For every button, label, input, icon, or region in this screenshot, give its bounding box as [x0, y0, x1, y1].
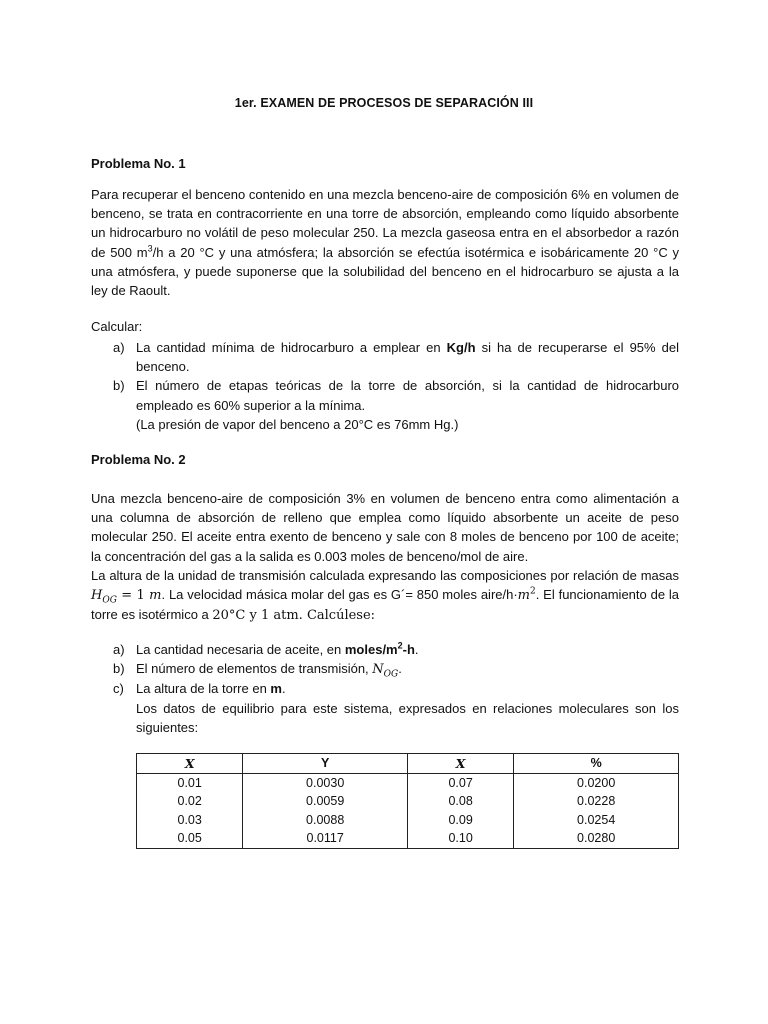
- area-unit: m: [517, 588, 530, 604]
- table-row: [137, 811, 679, 830]
- exam-title: 1er. EXAMEN DE PROCESOS DE SEPARACIÓN III: [234, 96, 534, 110]
- paragraph-2-part-b: . La velocidad másica molar del gas es G´= 850 moles aire/h·: [161, 587, 518, 603]
- problem-1-statement-part-a: Para recuperar el benceno contenido en una mezcla benceno-aire de composición 6% en volumen de benceno, se trata en contracorriente en una torre de absorción, empleando como líquido absorbente un hidrocarburo no volátil de peso molecular 250. La mezcla gaseosa entra en el absorbedor a razón de 500 m: [91, 187, 679, 260]
- question-2a-marker: a): [113, 642, 125, 657]
- cubic-superscript: 3: [147, 243, 153, 254]
- problem-2-questions: [91, 640, 679, 737]
- nog-subscript: OG: [383, 669, 399, 680]
- table-cell: 0.0030: [243, 773, 408, 792]
- table-cell: 0.02: [137, 792, 243, 811]
- nog-symbol: N: [372, 662, 384, 678]
- question-2c-unit: m: [270, 681, 282, 697]
- question-1a-unit: Kg/h: [446, 340, 476, 355]
- table-cell: 0.05: [137, 829, 243, 848]
- area-superscript: 2: [530, 586, 536, 597]
- table-cell: 0.01: [137, 773, 243, 792]
- question-2c-marker: c): [113, 681, 124, 697]
- question-2c: [91, 679, 679, 737]
- question-2a-unit: moles/m: [344, 642, 398, 657]
- question-1b-text: El número de etapas teóricas de la torre de absorción, si la cantidad de hidrocarburo empleado es 60% superior a la mínima.: [136, 378, 679, 413]
- question-1a-text-pre: La cantidad mínima de hidrocarburo a emplear en: [136, 340, 447, 355]
- table-cell: 0.07: [407, 773, 513, 792]
- hog-symbol: H: [91, 588, 103, 604]
- question-1b-note: (La presión de vapor del benceno a 20°C es 76mm Hg.): [136, 416, 459, 432]
- question-2b-text-pre: El número de elementos de transmisión,: [136, 661, 373, 677]
- table-row: [137, 773, 679, 792]
- table-header-x1: X: [137, 754, 243, 774]
- question-1a: [91, 338, 679, 376]
- paragraph-2-part-a: La altura de la unidad de transmisión calculada expresando las composiciones por relación de masas: [91, 567, 679, 583]
- question-2b: [91, 659, 679, 679]
- hog-subscript: OG: [102, 595, 117, 606]
- question-2a-text-pre: La cantidad necesaria de aceite, en: [136, 642, 345, 657]
- equilibrium-table: [136, 753, 679, 849]
- question-2c-note: Los datos de equilibrio para este sistema, expresados en relaciones moleculares son los siguientes:: [136, 700, 679, 735]
- question-2b-marker: b): [113, 661, 125, 677]
- table-header-row: [137, 754, 679, 774]
- question-2a-unit-end: -h: [402, 642, 415, 657]
- table-cell: 0.09: [407, 811, 513, 830]
- problem-2-statement: [91, 489, 679, 625]
- table-cell: 0.0280: [514, 829, 679, 848]
- question-2a: [91, 640, 679, 659]
- table-cell: 0.0200: [514, 773, 679, 792]
- table-cell: 0.0117: [243, 829, 408, 848]
- question-1a-marker: a): [113, 340, 125, 355]
- problem-2-paragraph-1: Una mezcla benceno-aire de composición 3% en volumen de benceno entra como alimentación a una columna de absorción de relleno que emplea como líquido absorbente un aceite de peso molecular 250. El aceite entra exento de benceno y sale con 8 moles de benceno por 100 de aceite; la concentración del gas a la salida es 0.003 moles de benceno/mol de aire.: [91, 491, 679, 564]
- question-2c-text-pre: La altura de la torre en: [136, 681, 271, 697]
- problem-1-questions: [91, 338, 679, 434]
- calc-label: Calcular:: [91, 319, 143, 334]
- question-2a-text-post: .: [414, 642, 419, 657]
- table-cell: 0.0228: [514, 792, 679, 811]
- question-2b-text-post: .: [398, 661, 402, 677]
- hog-unit: m: [149, 588, 162, 604]
- paragraph-2-part-d: 20°C y 1 atm. Calcúlese:: [212, 608, 376, 624]
- paragraph-2-part-c: . El funcionamiento de la torre es isotérmico a: [91, 587, 679, 623]
- table-header-y: Y: [243, 754, 408, 774]
- table-header-x2: X: [407, 754, 513, 774]
- hog-equals: = 1: [116, 588, 150, 604]
- table-row: [137, 829, 679, 848]
- problem-1-heading: Problema No. 1: [91, 156, 186, 171]
- problem-1-statement: [91, 185, 679, 300]
- table-cell: 0.0088: [243, 811, 408, 830]
- table-row: [137, 792, 679, 811]
- question-1b: [91, 376, 679, 434]
- problem-1-statement-part-b: /h a 20 °C y una atmósfera; la absorción se efectúa isotérmica e isobáricamente 20 °C y una atmósfera, y puede suponerse que la solubilidad del benceno en el hidrocarburo se ajusta a la ley de Raoult.: [91, 244, 679, 299]
- problem-2-paragraph-2: [91, 566, 679, 626]
- question-2a-unit-sup: 2: [397, 640, 403, 651]
- table-cell: 0.03: [137, 811, 243, 830]
- question-2c-text-post: .: [281, 681, 286, 697]
- table-cell: 0.10: [407, 829, 513, 848]
- question-1a-text-post: si ha de recuperarse el 95% del benceno.: [136, 340, 679, 375]
- table-cell: 0.0059: [243, 792, 408, 811]
- problem-2-heading: Problema No. 2: [91, 452, 186, 467]
- table-cell: 0.0254: [514, 811, 679, 830]
- table-header-percent: %: [514, 754, 679, 774]
- question-1b-marker: b): [113, 378, 125, 394]
- table-cell: 0.08: [407, 792, 513, 811]
